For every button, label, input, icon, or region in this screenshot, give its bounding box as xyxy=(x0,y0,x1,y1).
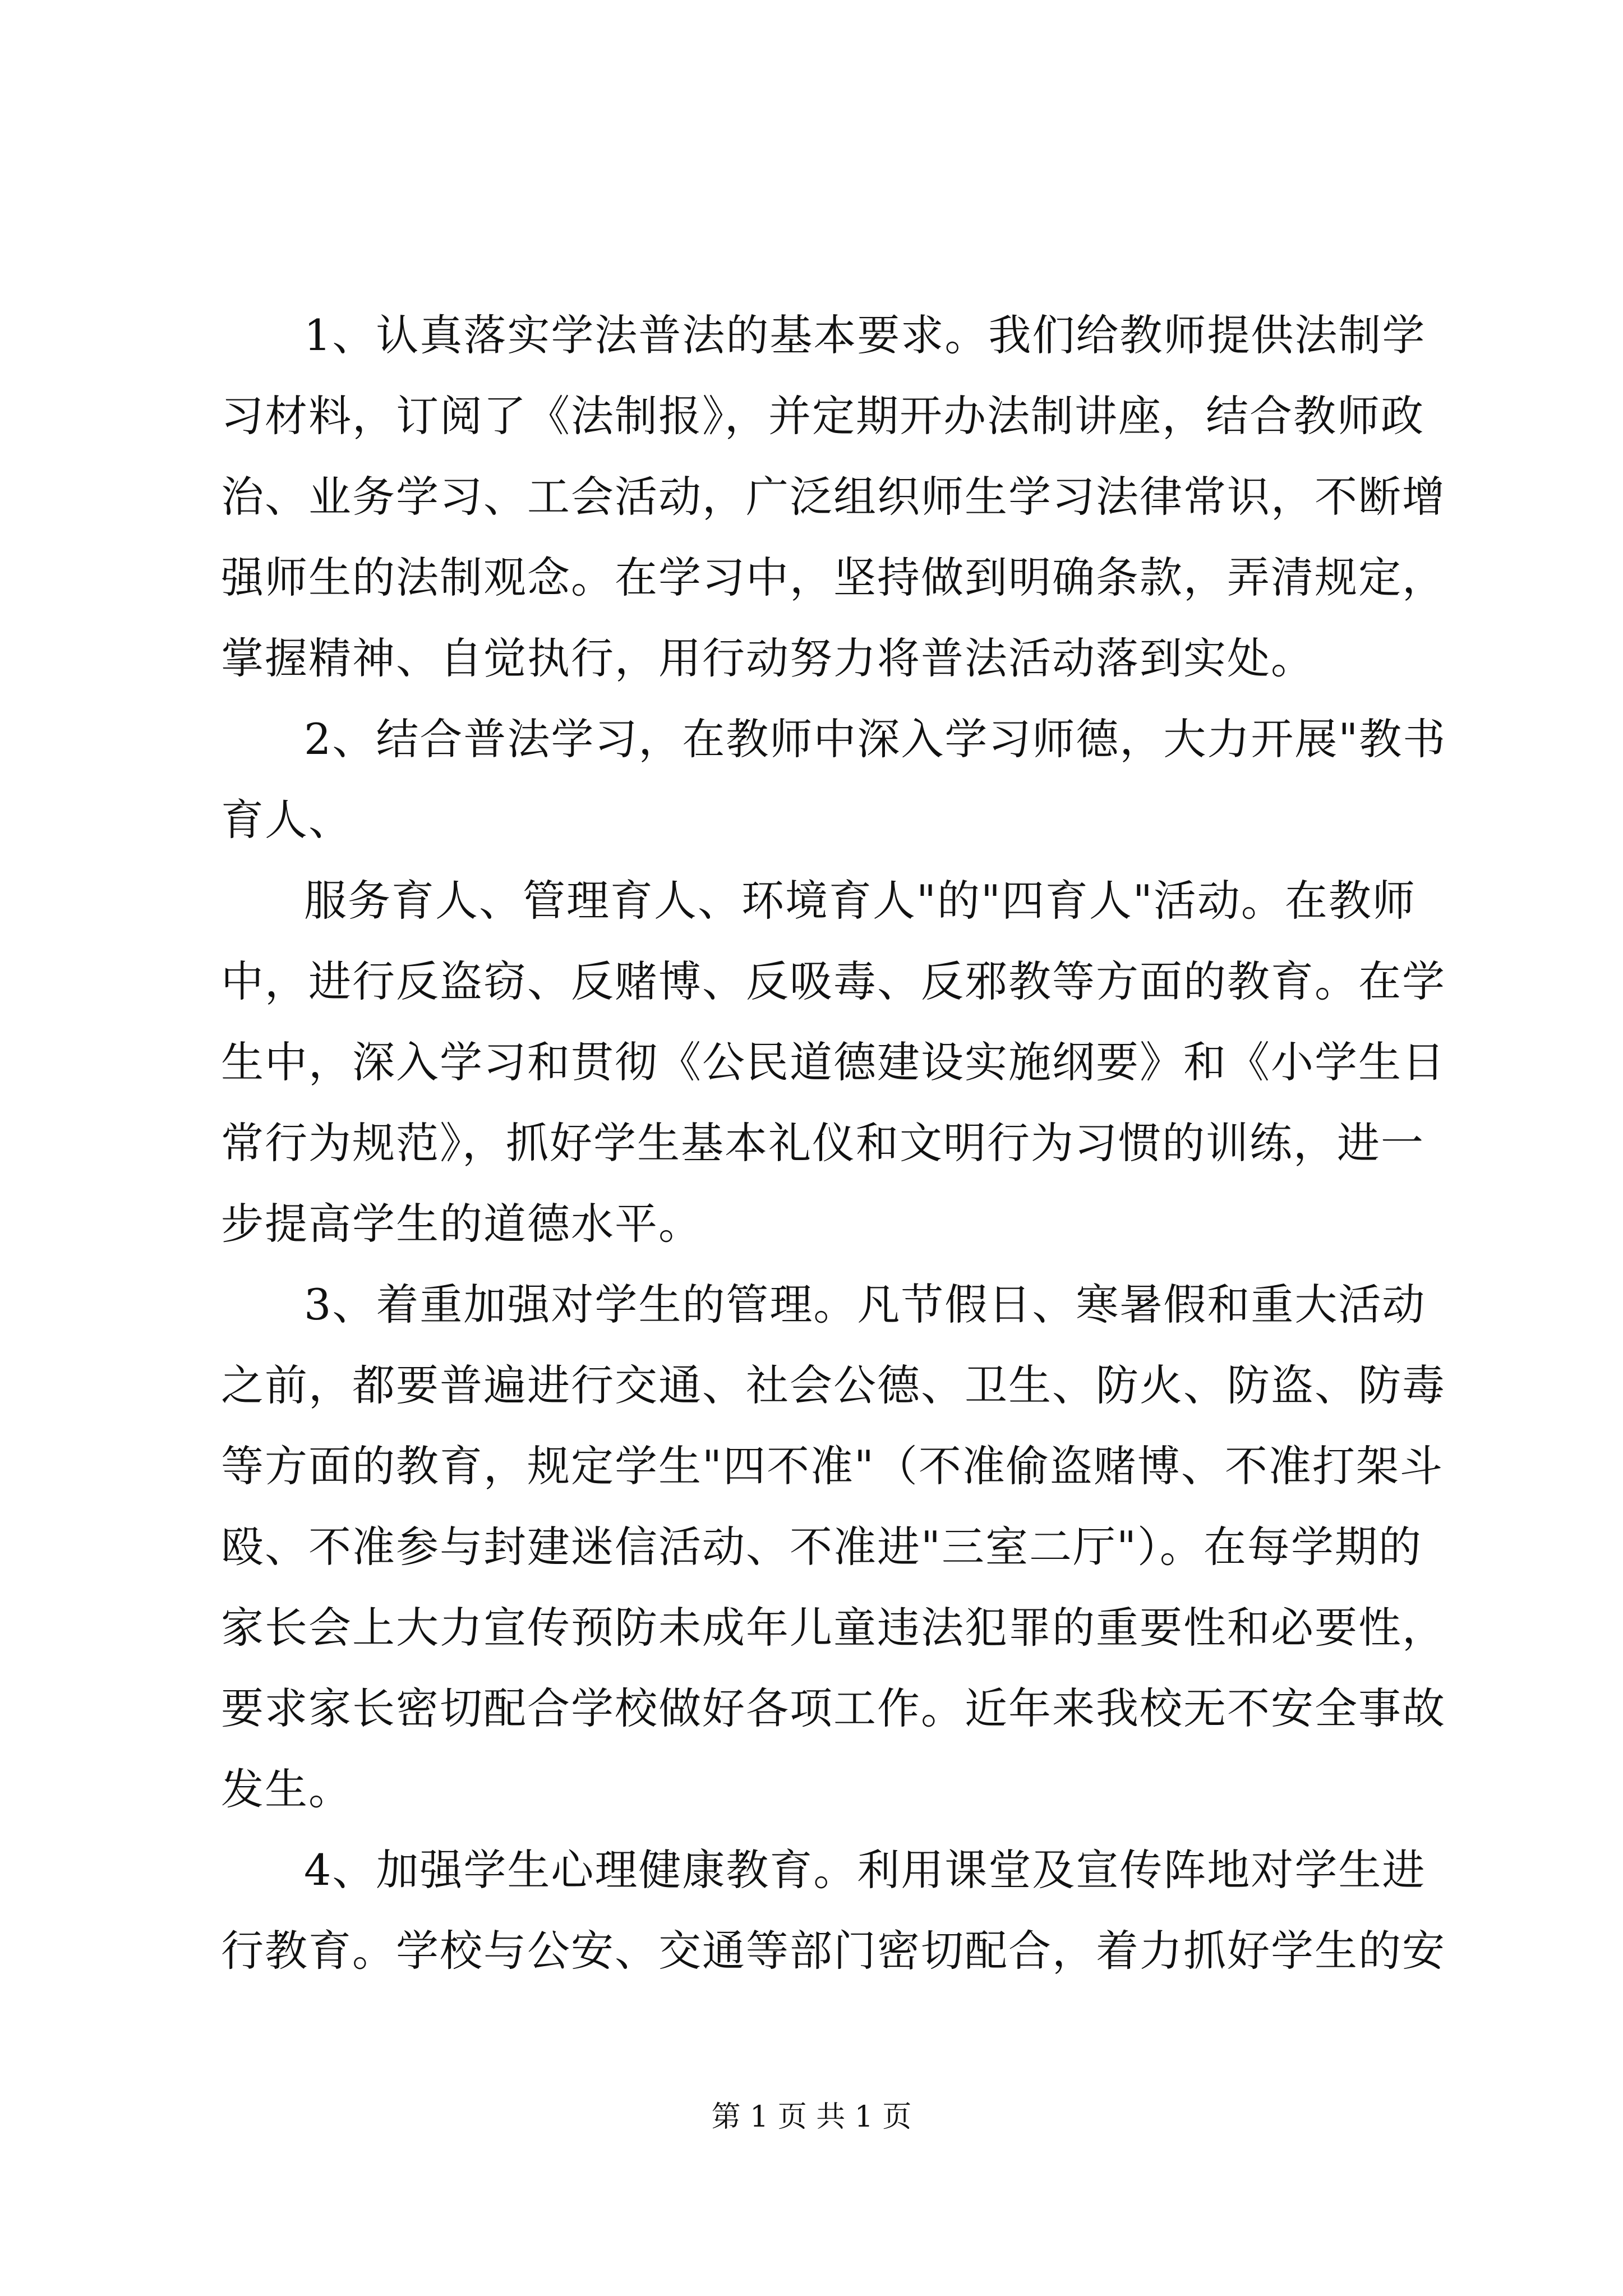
paragraph-4-line-1: 3、着重加强对学生的管理。凡节假日、寒暑假和重大活动 xyxy=(304,1280,1426,1329)
paragraph-1-line-1: 1、认真落实学法普法的基本要求。我们给教师提供法制学 xyxy=(304,310,1426,360)
paragraph-4-line-5: 家长会上大力宣传预防未成年儿童违法犯罪的重要性和必要性， xyxy=(221,1603,1446,1653)
paragraph-1-line-3: 治、业务学习、工会活动，广泛组织师生学习法律常识，不断增 xyxy=(221,472,1446,522)
paragraph-2-line-2: 育人、 xyxy=(221,795,352,845)
paragraph-1-line-2: 习材料，订阅了《法制报》，并定期开办法制讲座，结合教师政 xyxy=(221,391,1424,441)
paragraph-3-line-3: 生中，深入学习和贯彻《公民道德建设实施纲要》和《小学生日 xyxy=(221,1037,1446,1087)
paragraph-3-line-5: 步提高学生的道德水平。 xyxy=(221,1199,702,1249)
paragraph-3-line-1: 服务育人、管理育人、环境育人"的"四育人"活动。在教师 xyxy=(304,876,1416,926)
paragraph-1-line-4: 强师生的法制观念。在学习中，坚持做到明确条款，弄清规定， xyxy=(221,553,1446,602)
paragraph-4-line-3: 等方面的教育，规定学生"四不准"（不准偷盗赌博、不准打架斗 xyxy=(221,1441,1444,1491)
paragraph-1-line-5: 掌握精神、自觉执行，用行动努力将普法活动落到实处。 xyxy=(221,633,1315,683)
paragraph-4-line-2: 之前，都要普遍进行交通、社会公德、卫生、防火、防盗、防毒 xyxy=(221,1360,1446,1410)
paragraph-4-line-4: 殴、不准参与封建迷信活动、不准进"三室二厅"）。在每学期的 xyxy=(221,1522,1422,1572)
paragraph-2-line-1: 2、结合普法学习，在教师中深入学习师德，大力开展"教书 xyxy=(304,714,1447,764)
page-footer: 第 1 页 共 1 页 xyxy=(711,2100,912,2134)
paragraph-5-line-2: 行教育。学校与公安、交通等部门密切配合，着力抓好学生的安 xyxy=(221,1926,1446,1976)
paragraph-4-line-7: 发生。 xyxy=(221,1764,352,1814)
paragraph-3-line-2: 中，进行反盗窃、反赌博、反吸毒、反邪教等方面的教育。在学 xyxy=(221,956,1446,1006)
paragraph-4-line-6: 要求家长密切配合学校做好各项工作。近年来我校无不安全事故 xyxy=(221,1683,1446,1733)
paragraph-3-line-4: 常行为规范》，抓好学生基本礼仪和文明行为习惯的训练，进一 xyxy=(221,1118,1424,1168)
paragraph-5-line-1: 4、加强学生心理健康教育。利用课堂及宣传阵地对学生进 xyxy=(304,1845,1426,1895)
